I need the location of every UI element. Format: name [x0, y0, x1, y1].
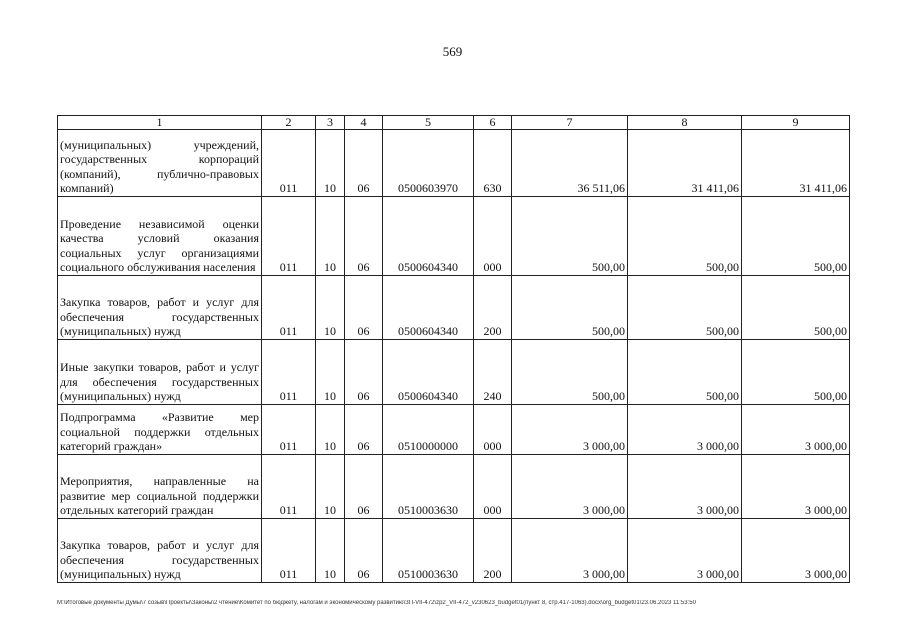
code-cell: 0510003630 [383, 519, 474, 583]
amount-cell: 3 000,00 [628, 519, 742, 583]
code-cell: 0500603970 [383, 130, 474, 197]
amount-cell: 3 000,00 [512, 519, 628, 583]
document-path-footer: M:\Итоговые документы Думы\7 созыв\Проекты\Законы\2 чтение\Комитет по бюджету, налогам и экономическому развитию\ЗП-VII-472\zp2_VII-472_v230623_budget01(пункт 8, стр.417-1063).docx\org_budget01\23.06.2023 11:53:50 [57, 600, 696, 606]
amount-cell: 500,00 [628, 197, 742, 276]
table-row [58, 276, 850, 340]
row-name-cell: Подпрограмма «Развитие мер социальной поддержки отдельных категорий граждан» [58, 405, 262, 455]
code-cell: 06 [345, 519, 383, 583]
code-cell: 0510003630 [383, 455, 474, 519]
amount-cell: 3 000,00 [742, 405, 850, 455]
code-cell: 011 [262, 519, 316, 583]
code-cell: 0510000000 [383, 405, 474, 455]
code-cell: 06 [345, 130, 383, 197]
code-cell: 200 [474, 519, 512, 583]
code-cell: 10 [316, 130, 345, 197]
code-cell: 011 [262, 405, 316, 455]
code-cell: 011 [262, 197, 316, 276]
table-row [58, 340, 850, 405]
row-name-cell: Закупка товаров, работ и услуг для обеспечения государственных (муниципальных) нужд [58, 276, 262, 340]
code-cell: 10 [316, 405, 345, 455]
amount-cell: 500,00 [628, 340, 742, 405]
table-row [58, 130, 850, 197]
header-cell: 6 [474, 116, 512, 130]
code-cell: 06 [345, 276, 383, 340]
code-cell: 06 [345, 405, 383, 455]
table-row [58, 405, 850, 455]
code-cell: 0500604340 [383, 276, 474, 340]
header-cell: 4 [345, 116, 383, 130]
amount-cell: 3 000,00 [628, 455, 742, 519]
amount-cell: 500,00 [512, 197, 628, 276]
code-cell: 011 [262, 455, 316, 519]
table-row [58, 455, 850, 519]
amount-cell: 500,00 [512, 276, 628, 340]
header-cell: 9 [742, 116, 850, 130]
amount-cell: 500,00 [628, 276, 742, 340]
amount-cell: 500,00 [512, 340, 628, 405]
code-cell: 10 [316, 519, 345, 583]
header-cell: 3 [316, 116, 345, 130]
header-cell: 2 [262, 116, 316, 130]
code-cell: 630 [474, 130, 512, 197]
code-cell: 240 [474, 340, 512, 405]
header-cell: 5 [383, 116, 474, 130]
code-cell: 0500604340 [383, 197, 474, 276]
code-cell: 10 [316, 455, 345, 519]
code-cell: 0500604340 [383, 340, 474, 405]
amount-cell: 3 000,00 [742, 455, 850, 519]
header-cell: 1 [58, 116, 262, 130]
header-row [58, 116, 850, 130]
code-cell: 10 [316, 276, 345, 340]
code-cell: 10 [316, 197, 345, 276]
table-row [58, 519, 850, 583]
header-cell: 8 [628, 116, 742, 130]
amount-cell: 3 000,00 [512, 455, 628, 519]
amount-cell: 31 411,06 [628, 130, 742, 197]
code-cell: 000 [474, 405, 512, 455]
row-name-cell: (муниципальных) учреждений, государственных корпораций (компаний), публично-правовых компаний) [58, 130, 262, 197]
code-cell: 200 [474, 276, 512, 340]
code-cell: 000 [474, 197, 512, 276]
row-name-cell: Закупка товаров, работ и услуг для обеспечения государственных (муниципальных) нужд [58, 519, 262, 583]
code-cell: 011 [262, 276, 316, 340]
code-cell: 06 [345, 197, 383, 276]
budget-table [57, 115, 850, 583]
amount-cell: 500,00 [742, 197, 850, 276]
code-cell: 011 [262, 130, 316, 197]
code-cell: 06 [345, 340, 383, 405]
amount-cell: 31 411,06 [742, 130, 850, 197]
amount-cell: 36 511,06 [512, 130, 628, 197]
header-cell: 7 [512, 116, 628, 130]
code-cell: 06 [345, 455, 383, 519]
table-row [58, 197, 850, 276]
row-name-cell: Проведение независимой оценки качества условий оказания социальных услуг организациями социального обслуживания населения [58, 197, 262, 276]
amount-cell: 3 000,00 [512, 405, 628, 455]
amount-cell: 500,00 [742, 340, 850, 405]
row-name-cell: Иные закупки товаров, работ и услуг для обеспечения государственных (муниципальных) нужд [58, 340, 262, 405]
row-name-cell: Мероприятия, направленные на развитие мер социальной поддержки отдельных категорий граждан [58, 455, 262, 519]
code-cell: 10 [316, 340, 345, 405]
amount-cell: 500,00 [742, 276, 850, 340]
page-number: 569 [442, 44, 463, 59]
code-cell: 000 [474, 455, 512, 519]
amount-cell: 3 000,00 [742, 519, 850, 583]
code-cell: 011 [262, 340, 316, 405]
amount-cell: 3 000,00 [628, 405, 742, 455]
